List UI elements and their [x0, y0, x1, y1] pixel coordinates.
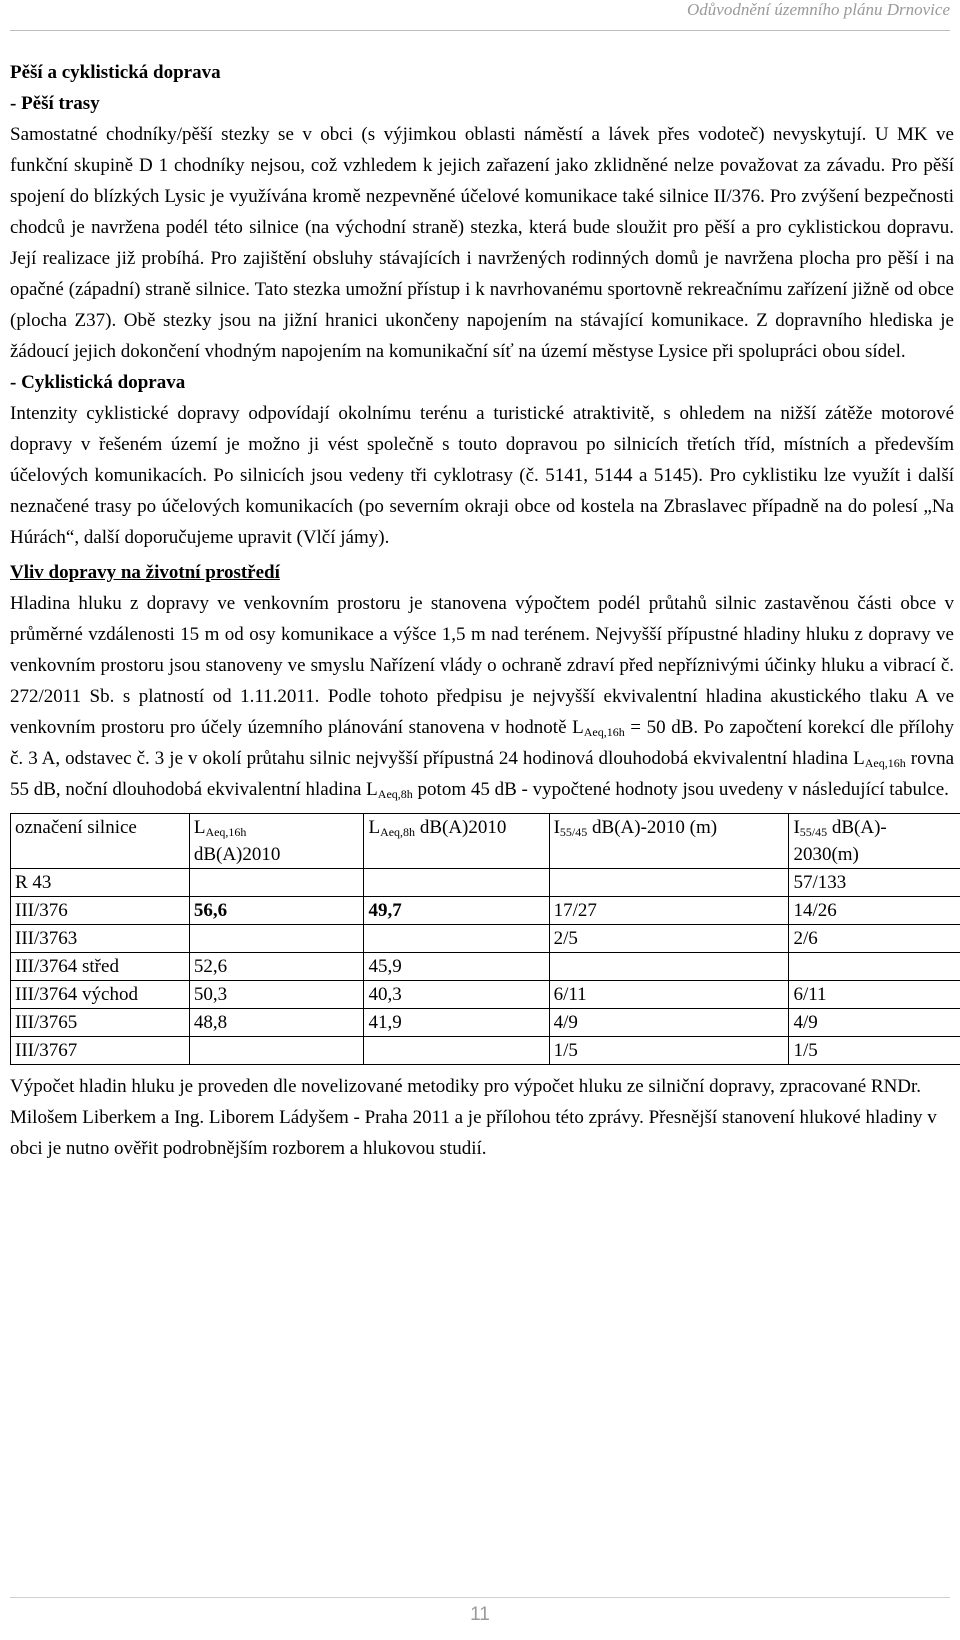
subsection-heading-pedestrian-routes: - Pěší trasy [10, 93, 100, 114]
noise-table [10, 813, 960, 1065]
cell-i2010 [549, 869, 789, 897]
table-row [11, 1009, 960, 1037]
subsection-heading-cycling: - Cyklistická doprava [10, 372, 186, 393]
table-row [11, 953, 960, 981]
header-cell-i2030: $I_{55/45}$ dB(A)- 2030(m) [789, 814, 960, 869]
header-cell-l8: $L_{Aeq,8h}$ dB(A)2010 [364, 814, 549, 869]
cell-road: III/3764 východ [11, 981, 190, 1009]
cell-l8: 45,9 [364, 953, 549, 981]
cell-road: III/3763 [11, 925, 190, 953]
cell-l8: 49,7 [364, 897, 549, 925]
cell-i2010 [549, 953, 789, 981]
cell-l16 [189, 869, 364, 897]
cell-l8 [364, 869, 549, 897]
cell-l16: 52,6 [189, 953, 364, 981]
cell-road: III/376 [11, 897, 190, 925]
cell-i2030 [789, 953, 960, 981]
table-row [11, 897, 960, 925]
header-cell-road: označení silnice [11, 814, 190, 869]
cell-i2030: 6/11 [789, 981, 960, 1009]
noise-sub-a: Aeq,16h [583, 725, 625, 739]
cell-l16: 50,3 [189, 981, 364, 1009]
paragraph-cycling: Intenzity cyklistické dopravy odpovídají okolnímu terénu a turistické atraktivitě, s ohledem na nižší zátěže motorové dopravy v řešeném území je možno ji vést společně s touto dopravou po silnicích třetích tříd, místních a především účelových komunikacích. Po silnicích jsou vedeny tři cyklotrasy (č. 5141, 5144 a 5145). Pro cyklistiku lze využít i další neznačené trasy po účelových komunikacích (po severním okraji obce od kostela na Zbraslavec případně na do polesí „Na Húrách“, další doporučujeme upravit (Vlčí jámy). [10, 403, 954, 548]
cell-i2010: 17/27 [549, 897, 789, 925]
cell-l8: 41,9 [364, 1009, 549, 1037]
noise-text-d: potom 45 dB - vypočtené hodnoty jsou uvedeny v následující tabulce. [412, 779, 949, 800]
cell-road: III/3767 [11, 1037, 190, 1065]
cell-i2030: 14/26 [789, 897, 960, 925]
cell-i2030: 1/5 [789, 1037, 960, 1065]
noise-text-a: Hladina hluku z dopravy ve venkovním prostoru je stanovena výpočtem podél průtahů silnic zastavěnou části obce v průměrné vzdálenosti 15 m od osy komunikace a výšce 1,5 m nad terénem. Nejvyšší přípustné hladiny hluku z dopravy ve venkovním prostoru jsou stanoveny ve smyslu Nařízení vlády o ochraně zdraví před nepříznivými účinky hluku a vibrací č. 272/2011 Sb. s platností od 1.11.2011. Podle tohoto předpisu je nejvyšší ekvivalentní hladina akustického tlaku A ve venkovním prostoru pro účely územního plánování stanovena v hodnotě L [10, 593, 954, 738]
cell-i2010: 2/5 [549, 925, 789, 953]
cell-l8 [364, 1037, 549, 1065]
noise-text-c: rovna 55 dB, noční dlouhodobá ekvivalentní hladina L [10, 748, 955, 800]
paragraph-closing: Výpočet hladin hluku je proveden dle novelizované metodiky pro výpočet hluku ze silniční dopravy, zpracované RNDr. Milošem Liberkem a Ing. Liborem Ládyšem - Praha 2011 a je přílohou této zprávy. Přesnější stanovení hlukové hladiny v obci je nutno ověřit podrobnějším rozborem a hlukovou studií. [10, 1076, 937, 1159]
section-heading-environment: Vliv dopravy na životní prostředí [10, 562, 280, 583]
table-row [11, 925, 960, 953]
cell-l16: 56,6 [189, 897, 364, 925]
cell-i2010: 1/5 [549, 1037, 789, 1065]
cell-road: III/3765 [11, 1009, 190, 1037]
cell-l16: 48,8 [189, 1009, 364, 1037]
page-content [10, 57, 954, 1164]
cell-l8 [364, 925, 549, 953]
cell-l16 [189, 1037, 364, 1065]
cell-i2030: 2/6 [789, 925, 960, 953]
noise-sub-b: Aeq,16h [864, 756, 906, 770]
cell-road: R 43 [11, 869, 190, 897]
cell-i2010: 6/11 [549, 981, 789, 1009]
table-row [11, 1037, 960, 1065]
paragraph-pedestrian-routes: Samostatné chodníky/pěší stezky se v obci (s výjimkou oblasti náměstí a lávek přes vodoteč) nevyskytují. U MK ve funkční skupině D 1 chodníky nejsou, což vzhledem k jejich zařazení jako zklidněné nelze považovat za závadu. Pro pěší spojení do blízkých Lysic je využívána kromě nezpevněné účelové komunikace také silnice II/376. Pro zvýšení bezpečnosti chodců je navržena podél této silnice (na východní straně) stezka, která bude sloužit pro pěší a pro cyklistickou dopravu. Její realizace již probíhá. Pro zajištění obsluhy stávajících i navržených rodinných domů je navržena plocha pro pěší i na opačné (západní) straně silnice. Tato stezka umožní přístup i k navrhovanému sportovně rekreačnímu zařízení jižně od obce (plocha Z37). Obě stezky jsou na jižní hranici ukončeny napojením na stávající komunikace. Z dopravního hlediska je žádoucí jejich dokončení vhodným napojením na komunikační síť na území městyse Lysice při spolupráci obou sídel. [10, 124, 954, 362]
cell-l16 [189, 925, 364, 953]
paragraph-noise [10, 588, 954, 805]
table-header-row [11, 814, 960, 869]
cell-l8: 40,3 [364, 981, 549, 1009]
page-number: 11 [470, 1604, 490, 1625]
section-heading-pedestrian-cycling: Pěší a cyklistická doprava [10, 62, 221, 83]
header-cell-i2010: $I_{55/45}$ dB(A)-2010 (m) [549, 814, 789, 869]
table-row [11, 981, 960, 1009]
header-rule [10, 30, 950, 31]
noise-text-b: = 50 dB. Po započtení korekcí dle přílohy č. 3 A, odstavec č. 3 je v okolí průtahu silnic nejvyšší přípustná 24 hodinová dlouhodobá ekvivalentní hladina L [10, 717, 954, 769]
noise-sub-c: Aeq,8h [377, 787, 413, 801]
table-row [11, 869, 960, 897]
cell-i2030: 4/9 [789, 1009, 960, 1037]
header-cell-l16: $L_{Aeq,16h}$ dB(A)2010 [189, 814, 364, 869]
cell-i2030: 57/133 [789, 869, 960, 897]
running-header: Odůvodnění územního plánu Drnovice [687, 0, 950, 19]
footer-rule [10, 1597, 950, 1598]
cell-i2010: 4/9 [549, 1009, 789, 1037]
cell-road: III/3764 střed [11, 953, 190, 981]
